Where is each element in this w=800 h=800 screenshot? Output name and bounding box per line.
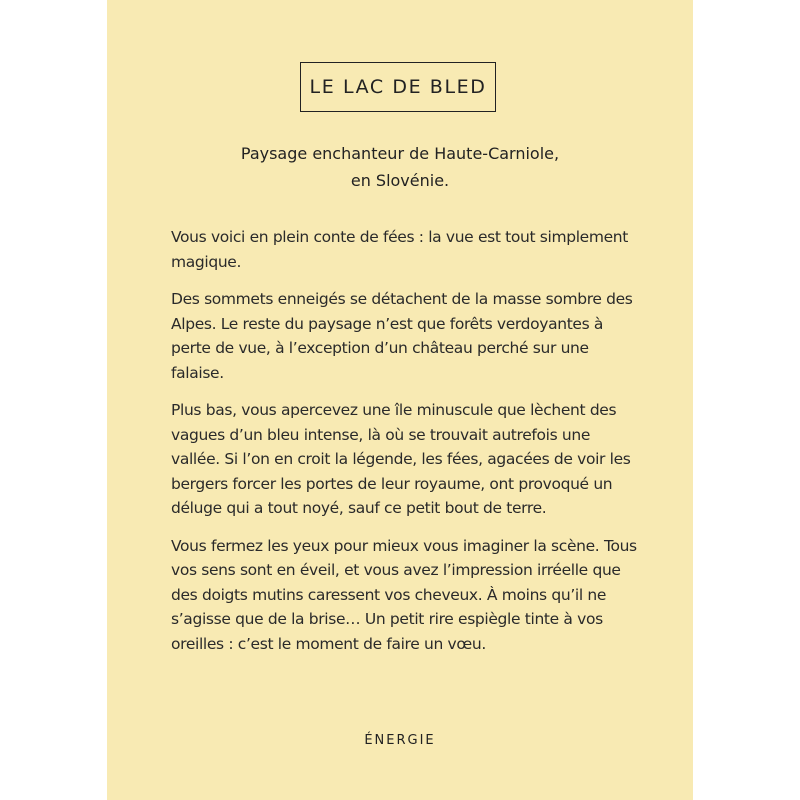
paragraph-4: Vous fermez les yeux pour mieux vous imaginer la scène. Tous vos sens sont en éveil, et vous avez l’impression irréelle que des doigts mutins caressent vos cheveux. À moins qu’il ne s’agisse que de la brise… Un petit rire espiègle tinte à vos oreilles : c’est le moment de faire un vœu.	[171, 536, 637, 653]
paragraph-1: Vous voici en plein conte de fées : la vue est tout simplement magique.	[171, 228, 628, 271]
card-body	[171, 225, 641, 669]
card-footer-category: ÉNERGIE	[364, 733, 436, 748]
subtitle-line-1: Paysage enchanteur de Haute-Carniole,	[240, 144, 560, 163]
card	[107, 0, 693, 800]
paragraph-3: Plus bas, vous apercevez une île minuscule que lèchent des vagues d’un bleu intense, là où se trouvait autrefois une vallée. Si l’on en croit la légende, les fées, agacées de voir les bergers forcer les portes de leur royaume, ont provoqué un déluge qui a tout noyé, sauf ce petit bout de terre.	[171, 401, 631, 517]
paragraph-2: Des sommets enneigés se détachent de la masse sombre des Alpes. Le reste du paysage n’est que forêts verdoyantes à perte de vue, à l’exception d’un château perché sur une falaise.	[171, 290, 633, 382]
card-subtitle	[107, 140, 693, 194]
card-title: LE LAC DE BLED	[300, 62, 496, 112]
subtitle-line-2: en Slovénie.	[350, 171, 450, 190]
